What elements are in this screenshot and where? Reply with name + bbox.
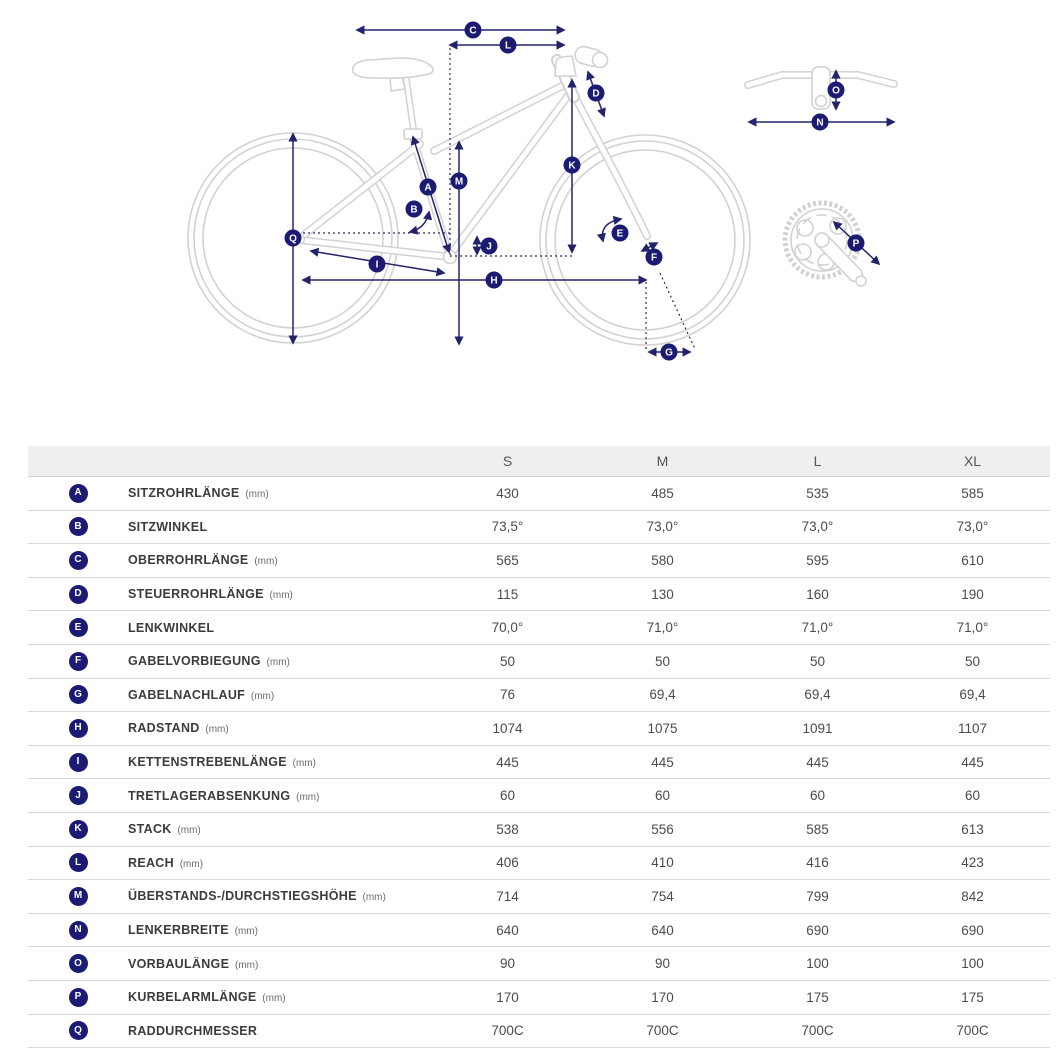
table-row-F [28,645,1050,679]
value-xl: 423 [961,855,984,871]
table-row-G [28,679,1050,713]
table-row-L [28,847,1050,881]
row-letter-badge: C [69,551,88,570]
value-m: 556 [651,821,674,837]
svg-text:O: O [832,85,840,97]
value-s: 714 [496,888,519,904]
diagram-badge-C [465,22,482,39]
row-label: KURBELARMLÄNGE [128,990,257,1005]
value-xl: 60 [964,788,981,804]
value-l: 595 [806,552,829,568]
svg-text:P: P [852,238,860,250]
construction-lines [303,48,695,350]
value-m: 50 [654,653,671,669]
table-row-I [28,746,1050,780]
svg-text:H: H [490,275,498,287]
svg-text:Q: Q [289,233,297,245]
value-xl: 69,4 [959,687,986,703]
value-xl: 1107 [957,720,988,736]
value-s: 73,5° [491,519,524,535]
diagram-badge-M [451,173,468,190]
value-m: 60 [654,788,671,804]
value-l: 416 [806,855,829,871]
value-s: 640 [496,922,519,938]
value-xl: 690 [961,922,984,938]
value-s: 1074 [492,720,523,736]
value-m: 69,4 [649,687,676,703]
row-label: GABELVORBIEGUNG [128,654,261,669]
value-m: 73,0° [646,519,679,535]
value-m: 170 [651,989,674,1005]
value-m: 700C [646,1023,679,1039]
value-s: 60 [499,788,516,804]
value-l: 100 [806,956,829,972]
value-m: 130 [651,586,674,602]
table-row-K [28,813,1050,847]
row-letter-badge: G [69,685,88,704]
value-xl: 100 [961,956,984,972]
table-row-M [28,880,1050,914]
wheel-icon [188,133,750,345]
row-unit: (mm) [242,489,269,501]
row-letter-badge: Q [69,1021,88,1040]
value-s: 50 [499,653,516,669]
value-l: 73,0° [801,519,834,535]
svg-text:G: G [665,347,673,359]
value-xl: 613 [961,821,984,837]
row-letter-badge: I [69,753,88,772]
row-label: STEUERROHRLÄNGE [128,587,264,602]
value-m: 71,0° [646,620,679,636]
value-xl: 73,0° [956,519,989,535]
value-l: 71,0° [801,620,834,636]
value-xl: 445 [961,754,984,770]
diagram-badge-H [486,272,503,289]
row-unit: (mm) [251,556,278,568]
table-row-B [28,511,1050,545]
table-row-H [28,712,1050,746]
row-unit: (mm) [232,959,259,971]
value-l: 700C [801,1023,834,1039]
row-label: ÜBERSTANDS-/DURCHSTIEGSHÖHE [128,889,357,904]
row-letter-badge: M [69,887,88,906]
row-unit: (mm) [266,590,293,602]
svg-text:F: F [650,252,658,264]
value-m: 485 [651,485,674,501]
diagram-badge-I [369,256,386,273]
value-l: 445 [806,754,829,770]
row-label: SITZROHRLÄNGE [128,486,240,501]
row-label: KETTENSTREBENLÄNGE [128,755,287,770]
value-l: 160 [806,586,829,602]
row-letter-badge: L [69,853,88,872]
svg-text:L: L [504,40,512,52]
row-label: RADSTAND [128,721,200,736]
value-s: 76 [499,687,516,703]
stem-handlebar-icon [555,45,608,76]
value-m: 90 [654,956,671,972]
row-letter-badge: O [69,954,88,973]
value-m: 410 [651,855,674,871]
svg-text:D: D [592,88,600,100]
svg-text:K: K [568,160,576,172]
row-letter-badge: J [69,786,88,805]
row-label: SITZWINKEL [128,519,208,534]
value-l: 585 [806,821,829,837]
svg-text:I: I [375,259,379,271]
diagram-badge-B [406,201,423,218]
row-label: LENKWINKEL [128,620,215,635]
diagram-badge-G [661,344,678,361]
value-s: 430 [496,485,519,501]
row-label: VORBAULÄNGE [128,956,230,971]
value-s: 565 [496,552,519,568]
diagram-badge-F [646,249,663,266]
table-row-J [28,779,1050,813]
row-unit: (mm) [202,724,229,736]
row-letter-badge: P [69,988,88,1007]
diagram-badge-L [500,37,517,54]
value-m: 1075 [647,720,678,736]
row-letter-badge: E [69,618,88,637]
table-row-Q [28,1015,1050,1049]
value-s: 538 [496,821,519,837]
diagram-badge-A [420,179,437,196]
size-header-s: S [502,453,513,469]
table-row-C [28,544,1050,578]
row-label: LENKERBREITE [128,923,229,938]
table-row-P [28,981,1050,1015]
row-unit: (mm) [259,993,286,1005]
geometry-table [28,446,1050,1048]
svg-text:N: N [816,117,824,129]
table-row-E [28,611,1050,645]
table-row-O [28,947,1050,981]
value-xl: 700C [956,1023,989,1039]
value-s: 115 [496,586,519,602]
value-xl: 842 [961,888,984,904]
value-l: 69,4 [804,687,831,703]
row-letter-badge: K [69,820,88,839]
row-letter-badge: D [69,585,88,604]
row-label: TRETLAGERABSENKUNG [128,788,291,803]
row-unit: (mm) [263,657,290,669]
value-s: 170 [496,989,519,1005]
table-row-D [28,578,1050,612]
value-xl: 610 [961,552,984,568]
row-unit: (mm) [289,758,316,770]
row-letter-badge: A [69,484,88,503]
row-label: GABELNACHLAUF [128,687,246,702]
row-unit: (mm) [231,926,258,938]
diagram-badge-E [612,225,629,242]
value-m: 754 [651,888,674,904]
value-m: 580 [651,552,674,568]
value-s: 445 [496,754,519,770]
diagram-badge-Q [285,230,302,247]
value-l: 1091 [802,720,833,736]
size-header-xl: XL [963,453,982,469]
handlebar-top-view-icon [748,67,894,109]
svg-text:M: M [454,176,464,188]
saddle-icon [353,58,433,139]
svg-text:E: E [616,228,624,240]
row-unit: (mm) [174,825,201,837]
value-xl: 50 [964,653,981,669]
row-unit: (mm) [248,690,275,702]
value-l: 799 [806,888,829,904]
svg-text:J: J [486,241,492,253]
row-label: STACK [128,822,172,837]
table-row-A [28,477,1050,511]
value-m: 640 [651,922,674,938]
row-label: RADDURCHMESSER [128,1023,258,1038]
row-letter-badge: F [69,652,88,671]
row-letter-badge: H [69,719,88,738]
value-s: 70,0° [491,620,524,636]
row-label: REACH [128,855,174,870]
value-xl: 585 [961,485,984,501]
size-header-l: L [813,453,822,469]
value-xl: 190 [961,586,984,602]
value-xl: 71,0° [956,620,989,636]
value-l: 535 [806,485,829,501]
table-header-row [28,446,1050,477]
value-xl: 175 [961,989,984,1005]
value-s: 406 [496,855,519,871]
row-unit: (mm) [176,858,204,870]
svg-text:C: C [469,25,477,37]
table-row-N [28,914,1050,948]
value-l: 175 [806,989,829,1005]
value-l: 60 [809,788,826,804]
value-s: 700C [491,1023,524,1039]
diagram-badge-D [588,85,605,102]
diagram-badge-J [481,238,498,255]
diagram-badge-K [564,157,581,174]
size-header-m: M [656,453,669,469]
row-label: OBERROHRLÄNGE [128,553,249,568]
svg-text:B: B [410,204,418,216]
bike-geometry-diagram [0,0,1061,440]
row-unit: (mm) [359,892,386,904]
value-l: 50 [809,653,826,669]
svg-text:A: A [424,182,432,194]
value-l: 690 [806,922,829,938]
row-letter-badge: N [69,921,88,940]
value-s: 90 [499,956,516,972]
row-letter-badge: B [69,517,88,536]
value-m: 445 [651,754,674,770]
diagram-badge-N [812,114,829,131]
row-unit: (mm) [293,791,320,803]
diagram-badge-P [848,235,865,252]
diagram-badge-O [828,82,845,99]
